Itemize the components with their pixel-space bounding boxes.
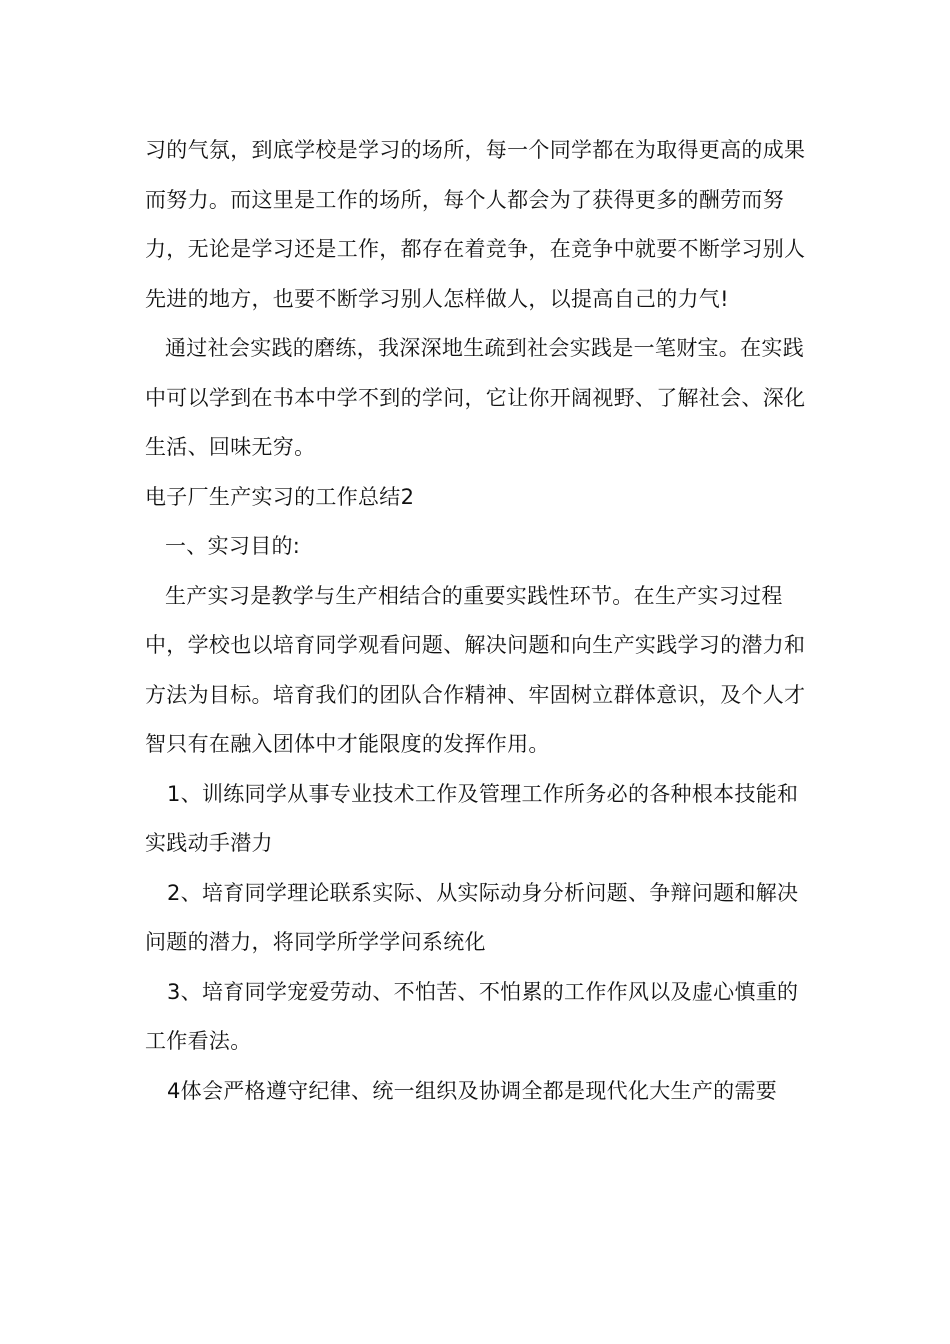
- document-body: [145, 126, 810, 1116]
- list-item-3: 3、培育同学宠爱劳动、不怕苦、不怕累的工作作风以及虚心慎重的工作看法。: [145, 979, 799, 1053]
- subheading-purpose: 一、实习目的:: [165, 534, 301, 558]
- paragraph-social-practice: 通过社会实践的磨练，我深深地生疏到社会实践是一笔财宝。在实践中可以学到在书本中学不到的学问，它让你开阔视野、了解社会、深化生活、回味无穷。: [145, 336, 806, 459]
- paragraph-production-practice: 生产实习是教学与生产相结合的重要实践性环节。在生产实习过程中，学校也以培育同学观看问题、解决问题和向生产实践学习的潜力和方法为目标。培育我们的团队合作精神、牢固树立群体意识，及个人才智只有在融入团体中才能限度的发挥作用。: [145, 583, 806, 756]
- section-heading: 电子厂生产实习的工作总结2: [145, 484, 415, 509]
- list-item-1: 1、训练同学从事专业技术工作及管理工作所务必的各种根本技能和实践动手潜力: [145, 781, 799, 855]
- paragraph-study-atmosphere: 习的气氛，到底学校是学习的场所，每一个同学都在为取得更高的成果而努力。而这里是工作的场所，每个人都会为了获得更多的酬劳而努力，无论是学习还是工作，都存在着竞争，在竞争中就要不断学习别人先进的地方，也要不断学习别人怎样做人，以提高自己的力气!: [145, 138, 806, 311]
- list-item-2: 2、培育同学理论联系实际、从实际动身分析问题、争辩问题和解决问题的潜力，将同学所学学问系统化: [145, 880, 799, 954]
- list-item-4: 4体会严格遵守纪律、统一组织及协调全都是现代化大生产的需要: [167, 1078, 778, 1103]
